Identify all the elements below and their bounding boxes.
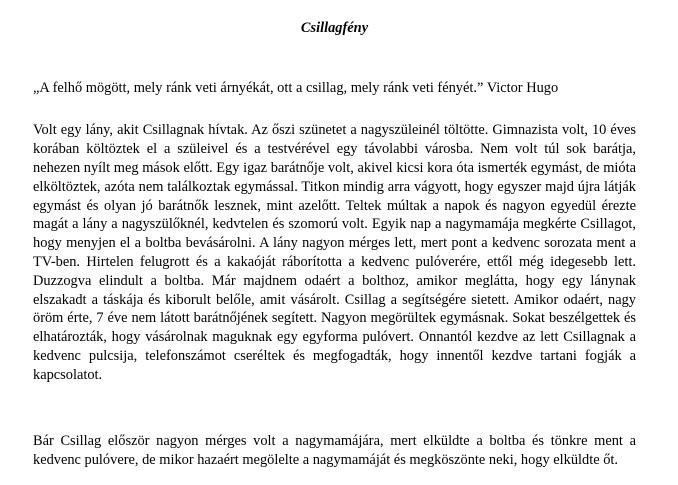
story-paragraph-2: Bár Csillag először nagyon mérges volt a nagymamájára, mert elküldte a boltba és tönkre ment a kedvenc pulóvere, de mikor hazaért megölelte a nagymamáját és megköszönte neki, hogy elküldte őt. [33, 433, 636, 469]
story-paragraph-1: Volt egy lány, akit Csillagnak hívtak. Az őszi szünetet a nagyszüleinél töltötte. Gimnazista volt, 10 éves korában költöztek el a szüleivel és a testvérével egy távolabbi városba. Nem volt túl sok barátja, nehezen nyílt meg mások előtt. Egy igaz barátnője volt, akivel kicsi kora óta ismerték egymást, de mióta elköltöztek, azóta nem találkoztak egymással. Titkon mindig arra vágyott, hogy egyszer majd újra látják egymást és olyan jó barátnők lesznek, mint azelőtt. Teltek múltak a napok és nagyon egyedül érezte magát a lány a nagyszülőknél, kedvtelen és szomorú volt. Egyik nap a nagymamája megkérte Csillagot, hogy menyjen el a boltba bevásárolni. A lány nagyon mérges lett, mert pont a kedvenc sorozata ment a TV-ben. Hirtelen felugrott és a kakaóját ráborította a kedvenc pulóverére, ettől még idegesebb lett. Duzzogva elindult a boltba. Már majdnem odaért a bolthoz, amikor meglátta, hogy egy lánynak elszakadt a táskája és kiborult belőle, amit vásárolt. Csillag a segítségére sietett. Amikor odaért, nagy öröm érte, 7 éve nem látott barátnőjének segített. Nagyon megörültek egymásnak. Sokat beszélgettek és elhatározták, hogy vásárolnak maguknak egy egyforma pulóvert. Onnantól kezdve az lett Csillagnak a kedvenc pulcsija, telefonszámot cseréltek és megfogadták, hogy innentől kezdve tartani fogják a kapcsolatot. [33, 122, 636, 383]
document-title: Csillagfény [300, 20, 369, 36]
epigraph-quote: „A felhő mögött, mely ránk veti árnyékát, ott a csillag, mely ránk veti fényét.” Victor Hugo [33, 80, 559, 96]
